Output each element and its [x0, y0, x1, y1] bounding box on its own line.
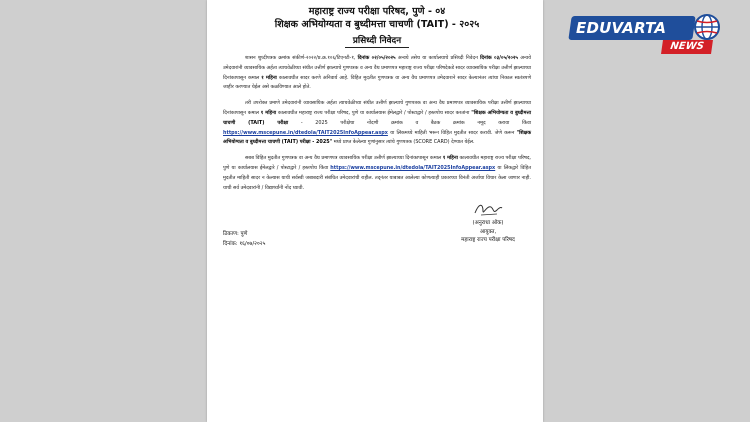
- notice-footer: [223, 199, 531, 259]
- p1-text-c: अन्वये तसेच या कार्यालयाचे प्रसिध्दी निवेदन: [397, 55, 478, 61]
- paragraph-2: [223, 99, 531, 148]
- p1-text-g: कालावधीत सादर करणे अनिवार्य आहे. विहित मुदतीत गुणपत्रक वा अन्य वैध प्रमाणपत्र उमेदवाराने सादर केल्यानंतर त्यांचा निकाल स्वतंत्रपणे जाहीर करण्यात येईल असे कळविण्यात आले होते.: [223, 74, 531, 91]
- p3-text-c: कालावधीत महाराष्ट्र राज्य परीक्षा परिषद, पुणे या कार्यालयास ईमेलद्वारे / पोस्टाद्वारे / हस्तपोच किंवा: [223, 155, 531, 171]
- p1-text-a: शासन शुध्दीपत्रक क्रमांक संकीर्ण-२०२२/प्र.क्र.१०६/टिएनटी-१,: [245, 55, 356, 61]
- place-date-block: [223, 229, 265, 249]
- logo-news-tag: NEWS: [661, 40, 713, 54]
- p3-text-a: सबब विहित मुदतीत गुणपत्रक वा अन्य वैध प्रमाणपत्र व्यावसायिक परीक्षा उत्तीर्ण झाल्याच्या दिनांकापासून कमाल: [245, 155, 442, 162]
- logo-brand-text: EDUVARTA: [576, 19, 667, 37]
- signatory-title: आयुक्त,: [479, 228, 497, 235]
- notice-subtitle: प्रसिध्दी निवेदन: [345, 35, 409, 48]
- p2-text-h: मध्ये प्राप्त केलेल्या गुणांनुसार त्यांचे गुणपत्रक (SCORE CARD) देण्यात येईल.: [333, 139, 475, 146]
- p2-text-e: - 2025 परीक्षेचा नोंदणी क्रमांक व बैठक क्रमांक नमूद करावा किंवा: [300, 119, 531, 126]
- p1-date-2: दिनांक ०३/०५/२०२५: [480, 55, 518, 61]
- place-label: ठिकाण: पुणे: [223, 231, 248, 238]
- p3-text-d: या लिंकद्वारे विहित मुदतीत माहिती सादर न केल्यास याची सर्वस्वी जबाबदारी संबंधित उमेदवारांची राहील. तद्नंतर याबाबत आलेल्या कोणत्याही प्रकारच्या विनंती अर्जाचा विचार केला जाणार नाही. याची सर्व उमेदवारांनी / विद्यार्थ्यांनी नोंद घ्यावी.: [223, 164, 531, 191]
- tait-info-link[interactable]: https://www.mscepune.in/dtedola/TAIT2025InfoAppear.aspx: [223, 129, 388, 136]
- p2-duration: १ महिना: [260, 109, 277, 116]
- eduvarta-logo: [570, 12, 730, 58]
- p2-exam-name: "शिक्षक अभियोग्यता व बुध्दीमत्ता चाचणी (TAIT) परीक्षा: [223, 109, 532, 126]
- p2-text-f: या लिंकमध्ये माहिती भरून विहित मुदतीत सादर करावी. जेणे करून: [390, 129, 515, 136]
- p1-text-e: अन्वये उमेदवारांनी व्यावसायिक अर्हता त्याचवेळीच्या संधीत उत्तीर्ण झाल्याचे गुणपत्रक व अन्य वैध प्रमाणपत्र महाराष्ट्र राज्य परीक्षा परिषदेकडे सादर व्यावसायिक परीक्षा उत्तीर्ण झाल्याच्या दिनांकापासून कमाल: [223, 55, 531, 81]
- globe-icon: [692, 12, 722, 42]
- header-organization: महाराष्ट्र राज्य परीक्षा परिषद, पुणे - ०४: [308, 6, 446, 17]
- p2-text-a: तरी उपरोक्त प्रमाणे उमेदवारांनी व्यावसायिक अर्हता त्याचवेळीच्या संधीत उत्तीर्ण झाल्याचे गुणपत्रक वा अन्य वैध प्रमाणपत्र व्यावसायिक परीक्षा उत्तीर्ण झाल्याच्या दिनांकापासून कमाल: [223, 100, 531, 116]
- p2-text-c: कालावधीत महाराष्ट्र राज्य परीक्षा परिषद, पुणे या कार्यालयास ईमेलद्वारे / पोस्टाद्वारे / हस्तपोच सादर करतांना: [277, 109, 470, 116]
- tait-info-link-2[interactable]: https://www.mscepune.in/dtedola/TAIT2025InfoAppear.aspx: [330, 164, 496, 171]
- p1-date-1: दिनांक ०२/०५/२०२५: [357, 55, 396, 61]
- signatory-name: (अनुराधा ओक): [472, 220, 504, 227]
- header-exam-title: शिक्षक अभियोग्यता व बुध्दीमत्ता चाचणी (TAIT) - २०२५: [274, 19, 480, 30]
- notice-document: [207, 0, 543, 422]
- paragraph-1: [223, 54, 531, 93]
- signature-block: [433, 199, 543, 245]
- paragraph-3: [223, 154, 531, 193]
- p2-exam-name-2: "शिक्षक अभियोग्यता व बुध्दीमत्ता चाचणी (TAIT) परीक्षा - 2025": [223, 129, 531, 146]
- p1-duration: १ महिना: [261, 74, 277, 81]
- signature-icon: [471, 199, 505, 219]
- date-label: दिनांक: १६/०७/२०२५: [223, 241, 266, 248]
- signatory-org: महाराष्ट्र राज्य परीक्षा परिषद: [461, 237, 515, 244]
- p3-duration: १ महिना: [442, 155, 458, 162]
